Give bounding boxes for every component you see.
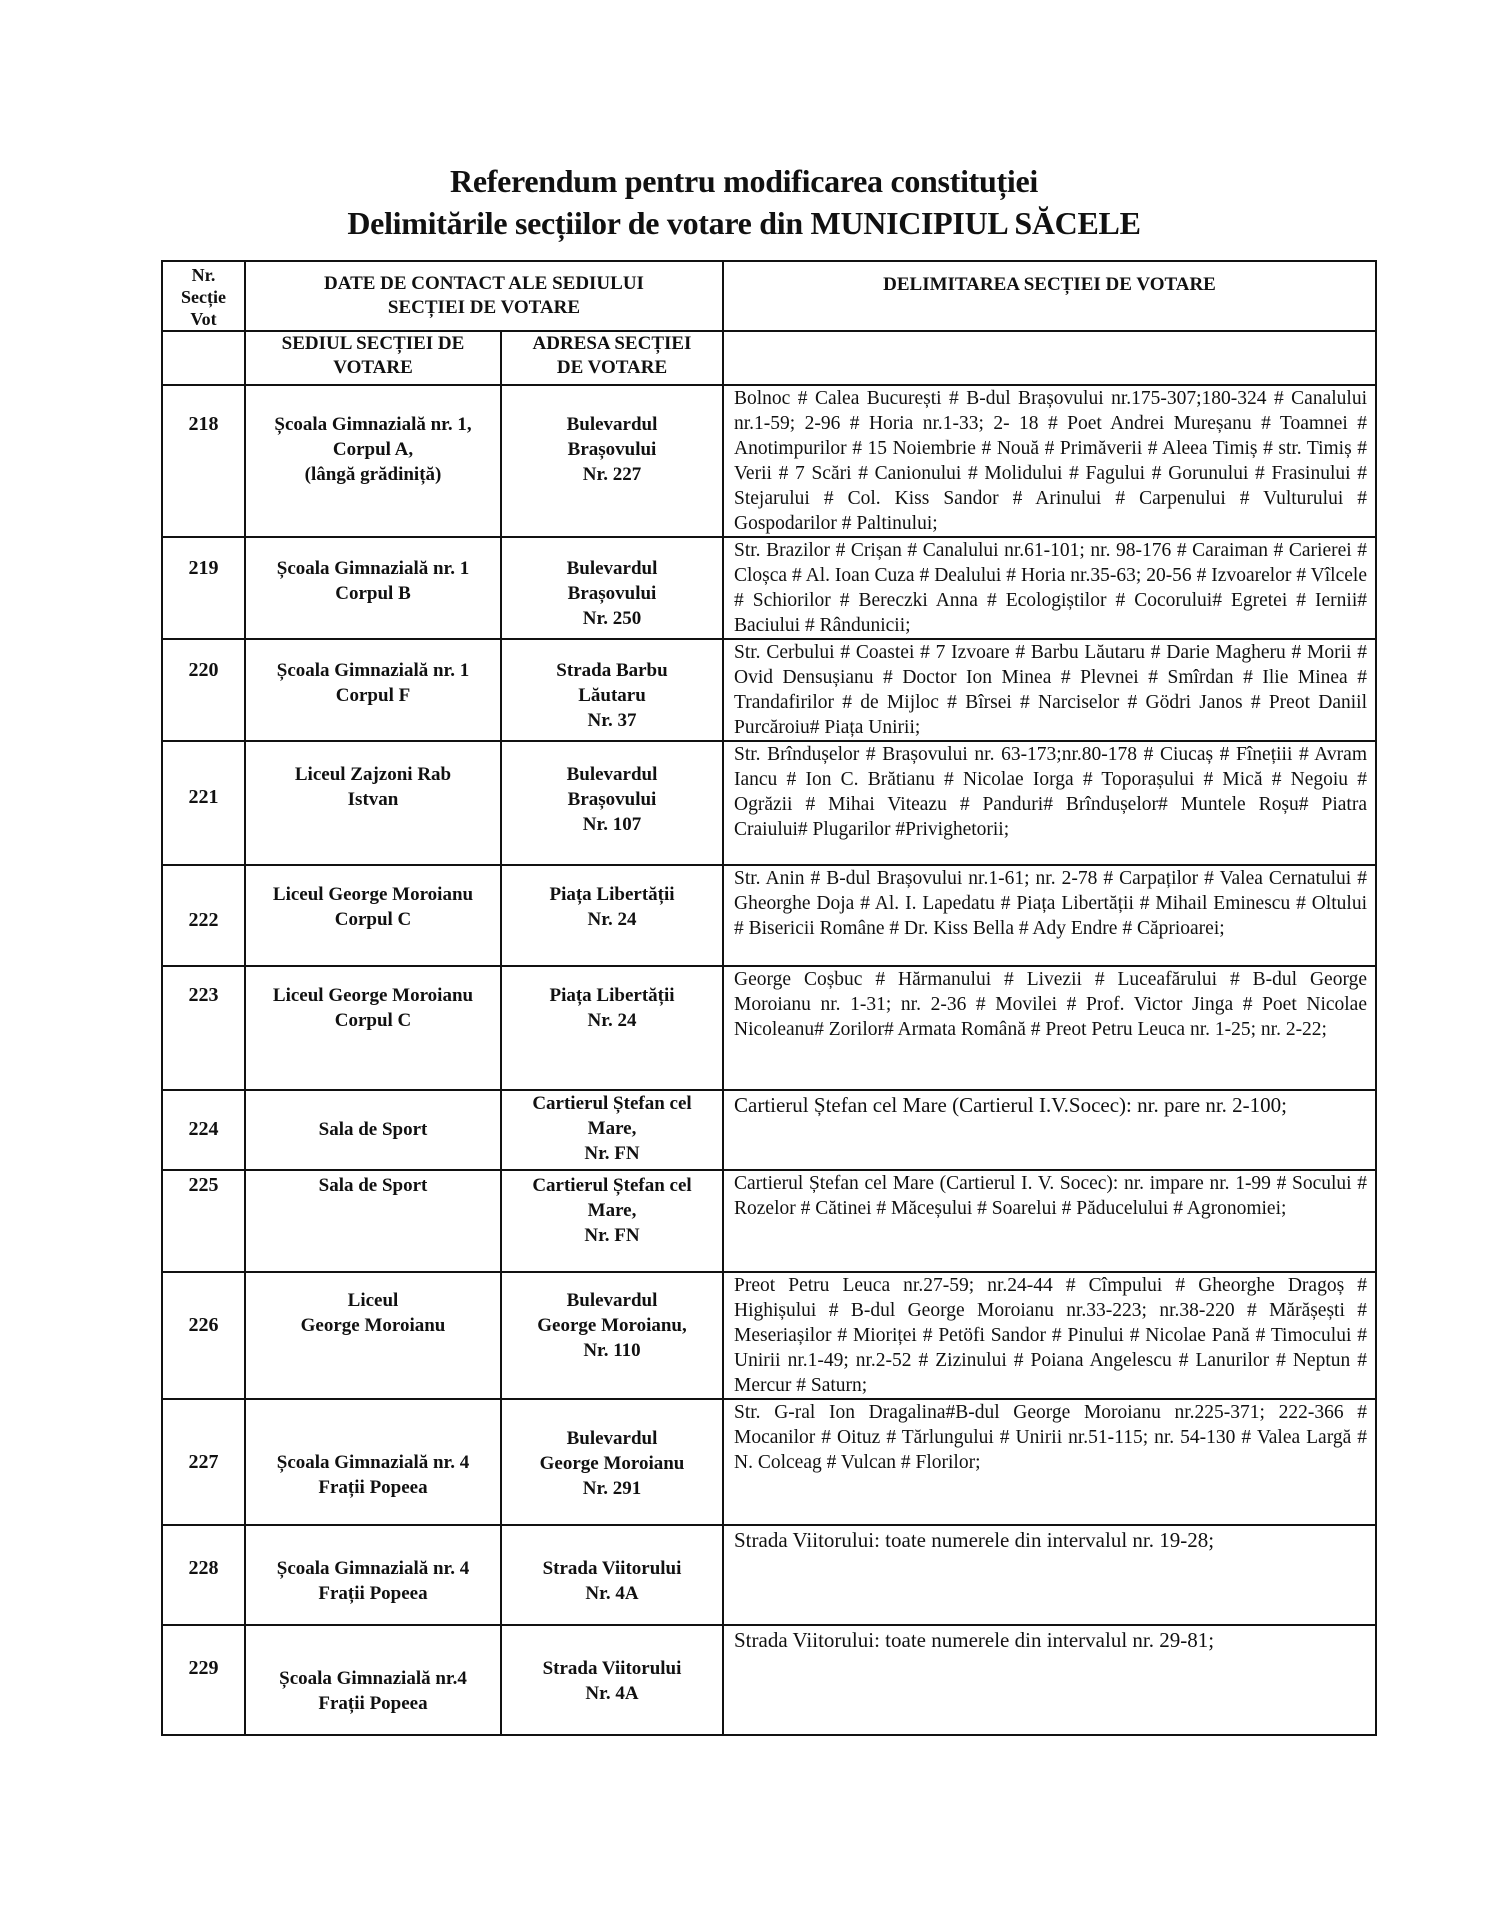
location-line: Frații Popeea bbox=[318, 1583, 428, 1604]
table-row bbox=[162, 1090, 1376, 1170]
header-empty-cell bbox=[162, 331, 245, 385]
section-number: 228 bbox=[162, 1525, 245, 1625]
table-row bbox=[162, 1399, 1376, 1525]
section-delimitation: Preot Petru Leuca nr.27-59; nr.24-44 # Cîmpului # Gheorghe Dragoș # Highișului # B-dul George Moroianu nr.33-223; nr.38-220 # Mărășești # Meseriașilor # Mioriței # Petöfi Sandor # Pinului # Nicolae Pană # Timocului # Unirii nr.1-49; nr.2-52 # Zizinului # Poiana Angelescu # Lanurilor # Neptun # Mercur # Saturn; bbox=[723, 1272, 1376, 1399]
address-line: Mare, bbox=[587, 1118, 637, 1139]
address-line: Cartierul Ștefan cel bbox=[532, 1093, 692, 1114]
section-delimitation: Cartierul Ștefan cel Mare (Cartierul I. V. Socec): nr. impare nr. 1-99 # Socului # Rozelor # Cătinei # Măceșului # Soarelui # Păducelului # Agronomiei; bbox=[723, 1170, 1376, 1272]
location-line: Sala de Sport bbox=[318, 1175, 428, 1196]
address-line: Nr. 110 bbox=[583, 1340, 641, 1361]
address-line: Piața Libertății bbox=[549, 985, 675, 1006]
address-line: George Moroianu, bbox=[537, 1315, 687, 1336]
address-line: Bulevardul bbox=[566, 1428, 658, 1449]
section-address bbox=[501, 1399, 723, 1525]
section-number: 221 bbox=[162, 741, 245, 865]
table-row bbox=[162, 1525, 1376, 1625]
section-location bbox=[245, 1090, 501, 1170]
location-line: Liceul bbox=[347, 1290, 399, 1311]
header-delimitation: DELIMITAREA SECȚIEI DE VOTARE bbox=[723, 261, 1376, 331]
location-line: Liceul George Moroianu bbox=[272, 884, 474, 905]
section-location bbox=[245, 741, 501, 865]
section-number: 225 bbox=[162, 1170, 245, 1272]
header-adresa: ADRESA SECȚIEI DE VOTARE bbox=[501, 331, 723, 385]
address-line: Brașovului bbox=[567, 439, 657, 460]
location-line: Liceul George Moroianu bbox=[272, 985, 474, 1006]
location-line: Școala Gimnazială nr. 1 bbox=[276, 660, 470, 681]
address-line: Brașovului bbox=[567, 583, 657, 604]
section-delimitation: Cartierul Ștefan cel Mare (Cartierul I.V.Socec): nr. pare nr. 2-100; bbox=[723, 1090, 1376, 1170]
section-number: 224 bbox=[162, 1090, 245, 1170]
section-number: 219 bbox=[162, 537, 245, 639]
location-line: Școala Gimnazială nr. 1 bbox=[276, 558, 470, 579]
section-address bbox=[501, 1525, 723, 1625]
location-line: George Moroianu bbox=[300, 1315, 446, 1336]
header-row-2 bbox=[162, 331, 1376, 385]
section-delimitation: Str. Brazilor # Crișan # Canalului nr.61-101; nr. 98-176 # Caraiman # Carierei # Cloșca # Al. Ioan Cuza # Dealului # Horia nr.35-63; 20-56 # Izvoarelor # Vîlcele # Schiorilor # Bereczki Anna # Ecologiștilor # Cocorului# Egretei # Iernii# Baciului # Rândunicii; bbox=[723, 537, 1376, 639]
address-line: Nr. 4A bbox=[585, 1583, 639, 1604]
location-line: Corpul B bbox=[335, 583, 411, 604]
address-line: Bulevardul bbox=[566, 1290, 658, 1311]
address-line: Piața Libertății bbox=[549, 884, 675, 905]
location-line: Corpul C bbox=[334, 909, 412, 930]
table-row bbox=[162, 741, 1376, 865]
address-line: Strada Viitorului bbox=[542, 1658, 682, 1679]
section-delimitation: Str. G-ral Ion Dragalina#B-dul George Moroianu nr.225-371; 222-366 # Mocanilor # Oituz # Tărlungului # Unirii nr.51-115; nr. 54-130 # Valea Largă # N. Colceag # Vulcan # Florilor; bbox=[723, 1399, 1376, 1525]
address-line: Nr. 291 bbox=[582, 1478, 642, 1499]
section-location bbox=[245, 639, 501, 741]
address-line: Strada Barbu bbox=[556, 660, 668, 681]
header-sediu: SEDIUL SECȚIEI DE VOTARE bbox=[245, 331, 501, 385]
header-nr-line-1: Nr. bbox=[191, 265, 216, 285]
section-location bbox=[245, 1170, 501, 1272]
header-empty-delim bbox=[723, 331, 1376, 385]
table-row bbox=[162, 639, 1376, 741]
location-line: Corpul C bbox=[334, 1010, 412, 1031]
section-delimitation: Strada Viitorului: toate numerele din intervalul nr. 19-28; bbox=[723, 1525, 1376, 1625]
title-line-2: Delimitările secțiilor de votare din MUNICIPIUL SĂCELE bbox=[347, 205, 1141, 241]
address-line: Bulevardul bbox=[566, 558, 658, 579]
location-line: (lângă grădiniță) bbox=[304, 464, 442, 485]
section-number: 218 bbox=[162, 385, 245, 537]
header-nr-sectie bbox=[162, 261, 245, 331]
address-line: Lăutaru bbox=[578, 685, 646, 706]
section-location bbox=[245, 385, 501, 537]
address-line: Strada Viitorului bbox=[542, 1558, 682, 1579]
address-line: Nr. 37 bbox=[587, 710, 637, 731]
section-location bbox=[245, 1625, 501, 1735]
table-row bbox=[162, 1272, 1376, 1399]
header-nr-line-3: Vot bbox=[190, 309, 217, 329]
voting-sections-table bbox=[161, 260, 1377, 1736]
address-line: Nr. 107 bbox=[582, 814, 642, 835]
location-line: Școala Gimnazială nr. 4 bbox=[276, 1558, 470, 1579]
section-address bbox=[501, 966, 723, 1090]
address-line: Cartierul Ștefan cel bbox=[532, 1175, 692, 1196]
section-address bbox=[501, 1272, 723, 1399]
section-number: 223 bbox=[162, 966, 245, 1090]
location-line: Școala Gimnazială nr. 4 bbox=[276, 1452, 470, 1473]
location-line: Școala Gimnazială nr. 1, bbox=[274, 414, 472, 435]
section-delimitation: George Coșbuc # Hărmanului # Livezii # Luceafărului # B-dul George Moroianu nr. 1-31; nr. 2-36 # Movilei # Prof. Victor Jinga # Poet Nicolae Nicoleanu# Zorilor# Armata Română # Preot Petru Leuca nr. 1-25; nr. 2-22; bbox=[723, 966, 1376, 1090]
address-line: Nr. 4A bbox=[585, 1683, 639, 1704]
location-line: Liceul Zajzoni Rab bbox=[294, 764, 452, 785]
section-address bbox=[501, 865, 723, 966]
section-delimitation: Bolnoc # Calea București # B-dul Brașovului nr.175-307;180-324 # Canalului nr.1-59; 2-96 # Horia nr.1-33; 2- 18 # Poet Andrei Mureșanu # Toamnei # Anotimpurilor # 15 Noiembrie # Nouă # Primăverii # Aleea Timiș # str. Timiș # Verii # 7 Scări # Canionului # Molidului # Fagului # Gorunului # Frasinului # Stejarului # Col. Kiss Sandor # Arinului # Carpenului # Vulturului # Gospodarilor # Paltinului; bbox=[723, 385, 1376, 537]
section-delimitation: Str. Cerbului # Coastei # 7 Izvoare # Barbu Lăutaru # Darie Magheru # Morii # Ovid Densușianu # Doctor Ion Minea # Plevnei # Smîrdan # Ilie Minea # Trandafirilor # de Mijloc # Bîrsei # Narciselor # Gödri Janos # Preot Daniil Purcăroiu# Piața Unirii; bbox=[723, 639, 1376, 741]
table-row bbox=[162, 537, 1376, 639]
address-line: Mare, bbox=[587, 1200, 637, 1221]
table-row bbox=[162, 966, 1376, 1090]
address-line: Nr. FN bbox=[584, 1143, 640, 1164]
section-location bbox=[245, 966, 501, 1090]
section-location bbox=[245, 1525, 501, 1625]
address-line: Bulevardul bbox=[566, 414, 658, 435]
section-number: 222 bbox=[162, 865, 245, 966]
table-body bbox=[162, 385, 1376, 1735]
section-address bbox=[501, 1625, 723, 1735]
location-line: Frații Popeea bbox=[318, 1693, 428, 1714]
section-delimitation: Strada Viitorului: toate numerele din intervalul nr. 29-81; bbox=[723, 1625, 1376, 1735]
table-row bbox=[162, 385, 1376, 537]
title-line-1: Referendum pentru modificarea constituției bbox=[450, 163, 1038, 199]
header-nr-line-2: Secție bbox=[181, 287, 226, 307]
table-row bbox=[162, 1625, 1376, 1735]
header-row-1 bbox=[162, 261, 1376, 331]
section-address bbox=[501, 385, 723, 537]
location-line: Corpul F bbox=[335, 685, 411, 706]
section-address bbox=[501, 537, 723, 639]
location-line: Istvan bbox=[347, 789, 399, 810]
section-delimitation: Str. Brîndușelor # Brașovului nr. 63-173;nr.80-178 # Ciucaș # Fînețiii # Avram Iancu # Ion C. Brătianu # Nicolae Iorga # Toporașului # Mică # Negoiu # Ogrăzii # Mihai Viteazu # Panduri# Brîndușelor# Muntele Roșu# Piatra Craiului# Plugarilor #Privighetorii; bbox=[723, 741, 1376, 865]
section-number: 220 bbox=[162, 639, 245, 741]
address-line: Brașovului bbox=[567, 789, 657, 810]
table-row bbox=[162, 1170, 1376, 1272]
document-title bbox=[0, 160, 1488, 244]
section-address bbox=[501, 639, 723, 741]
address-line: Bulevardul bbox=[566, 764, 658, 785]
address-line: Nr. 227 bbox=[582, 464, 642, 485]
section-location bbox=[245, 1272, 501, 1399]
section-address bbox=[501, 1170, 723, 1272]
header-contact: DATE DE CONTACT ALE SEDIULUI SECȚIEI DE VOTARE bbox=[245, 261, 723, 331]
address-line: Nr. 24 bbox=[587, 1010, 637, 1031]
location-line: Școala Gimnazială nr.4 bbox=[279, 1668, 467, 1689]
section-number: 229 bbox=[162, 1625, 245, 1735]
section-location bbox=[245, 1399, 501, 1525]
section-address bbox=[501, 1090, 723, 1170]
address-line: Nr. 250 bbox=[582, 608, 642, 629]
location-line: Frații Popeea bbox=[318, 1477, 428, 1498]
table-row bbox=[162, 865, 1376, 966]
address-line: George Moroianu bbox=[539, 1453, 685, 1474]
address-line: Nr. FN bbox=[584, 1225, 640, 1246]
section-location bbox=[245, 865, 501, 966]
address-line: Nr. 24 bbox=[587, 909, 637, 930]
section-number: 227 bbox=[162, 1399, 245, 1525]
section-number: 226 bbox=[162, 1272, 245, 1399]
location-line: Corpul A, bbox=[332, 439, 414, 460]
section-location bbox=[245, 537, 501, 639]
section-address bbox=[501, 741, 723, 865]
section-delimitation: Str. Anin # B-dul Brașovului nr.1-61; nr. 2-78 # Carpaților # Valea Cernatului # Gheorghe Doja # Al. I. Lapedatu # Piața Libertății # Mihail Eminescu # Oltului # Bisericii Române # Dr. Kiss Bella # Ady Endre # Căprioarei; bbox=[723, 865, 1376, 966]
location-line: Sala de Sport bbox=[318, 1119, 428, 1140]
